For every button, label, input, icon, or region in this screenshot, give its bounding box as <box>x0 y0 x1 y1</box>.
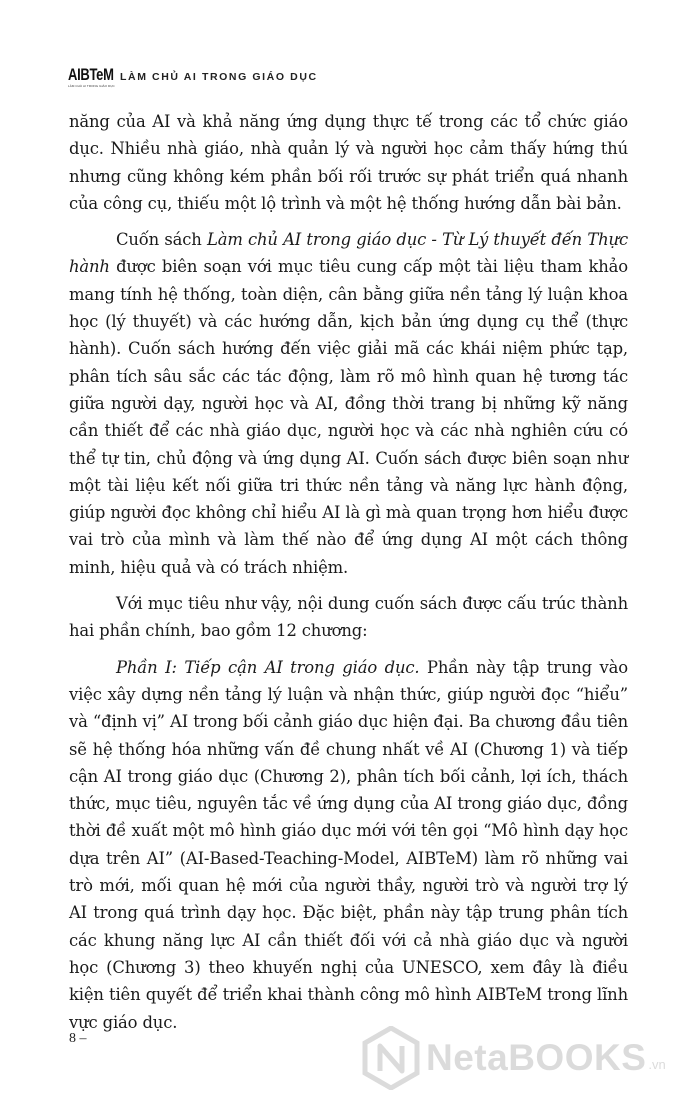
paragraph-continuation: năng của AI và khả năng ứng dụng thực tế trong các tổ chức giáo dục. Nhiều nhà giáo, nhà quản lý và người học cảm thấy hứng thú nhưng cũng không kém phần bối rối trước sự phát triển quá nhanh của công cụ, thiếu một lộ trình và một hệ thống hướng dẫn bài bản. <box>69 112 628 213</box>
paragraph-part-one: Phần I: Tiếp cận AI trong giáo dục. Phần này tập trung vào việc xây dựng nền tảng lý luận và nhận thức, giúp người đọc “hiểu” và “định vị” AI trong bối cảnh giáo dục hiện đại. Ba chương đầu tiên sẽ hệ thống hóa những vấn đề chung nhất về AI (Chương 1) và tiếp cận AI trong giáo dục (Chương 2), phân tích bối cảnh, lợi ích, thách thức, mục tiêu, nguyên tắc về ứng dụng của AI trong giáo dục, đồng thời đề xuất một mô hình giáo dục mới với tên gọi “Mô hình dạy học dựa trên AI” (AI-Based-Teaching-Model, AIBTeM) làm rõ những vai trò mới, mối quan hệ mới của người thầy, người trò và người trợ lý AI trong quá trình dạy học. Đặc biệt, phần này tập trung phân tích các khung năng lực AI cần thiết đối với cả nhà giáo dục và người học (Chương 3) theo khuyến nghị của UNESCO, xem đây là điều kiện tiên quyết để triển khai thành công mô hình AIBTeM trong lĩnh vực giáo dục. <box>69 657 629 1032</box>
netabooks-logo-icon <box>362 1026 420 1090</box>
paragraph-structure: Với mục tiêu như vậy, nội dung cuốn sách được cấu trúc thành hai phần chính, bao gồm 12 chương: <box>69 594 628 641</box>
logo-text: AIBTeM <box>68 64 114 84</box>
page-number: 8 – <box>69 1031 87 1046</box>
paragraph-book-intro: Cuốn sách Làm chủ AI trong giáo dục - Từ Lý thuyết đến Thực hành được biên soạn với mục tiêu cung cấp một tài liệu tham khảo mang tính hệ thống, toàn diện, cân bằng giữa nền tảng lý luận khoa học (lý thuyết) và các hướng dẫn, kịch bản ứng dụng cụ thể (thực hành). Cuốn sách hướng đến việc giải mã các khái niệm phức tạp, phân tích sâu sắc các tác động, làm rõ mô hình quan hệ tương tác giữa người dạy, người học và AI, đồng thời trang bị những kỹ năng cần thiết để các nhà giáo dục, người học và các nhà nghiên cứu có thể tự tin, chủ động và ứng dụng AI. Cuốn sách được biên soạn như một tài liệu kết nối giữa tri thức nền tảng và năng lực hành động, giúp người đọc không chỉ hiểu AI là gì mà quan trọng hơn hiểu được vai trò của mình và làm thế nào để ứng dụng AI một cách thông minh, hiệu quả và có trách nhiệm. <box>69 230 628 577</box>
logo-subtitle: LÀM CHỦ AI TRONG GIÁO DỤC <box>68 84 115 88</box>
page-body <box>69 108 628 1045</box>
page-header <box>68 62 318 92</box>
watermark <box>362 1018 692 1098</box>
running-header-title: LÀM CHỦ AI TRONG GIÁO DỤC <box>120 71 318 83</box>
aibtem-logo <box>68 64 115 88</box>
part-one-heading: Phần I: Tiếp cận AI trong giáo dục. <box>116 657 420 677</box>
watermark-suffix: .vn <box>648 1057 666 1072</box>
book-title: Làm chủ AI trong giáo dục - Từ Lý thuyết đến Thực hành <box>69 230 628 277</box>
watermark-brand: NetaBOOKS <box>426 1037 647 1078</box>
